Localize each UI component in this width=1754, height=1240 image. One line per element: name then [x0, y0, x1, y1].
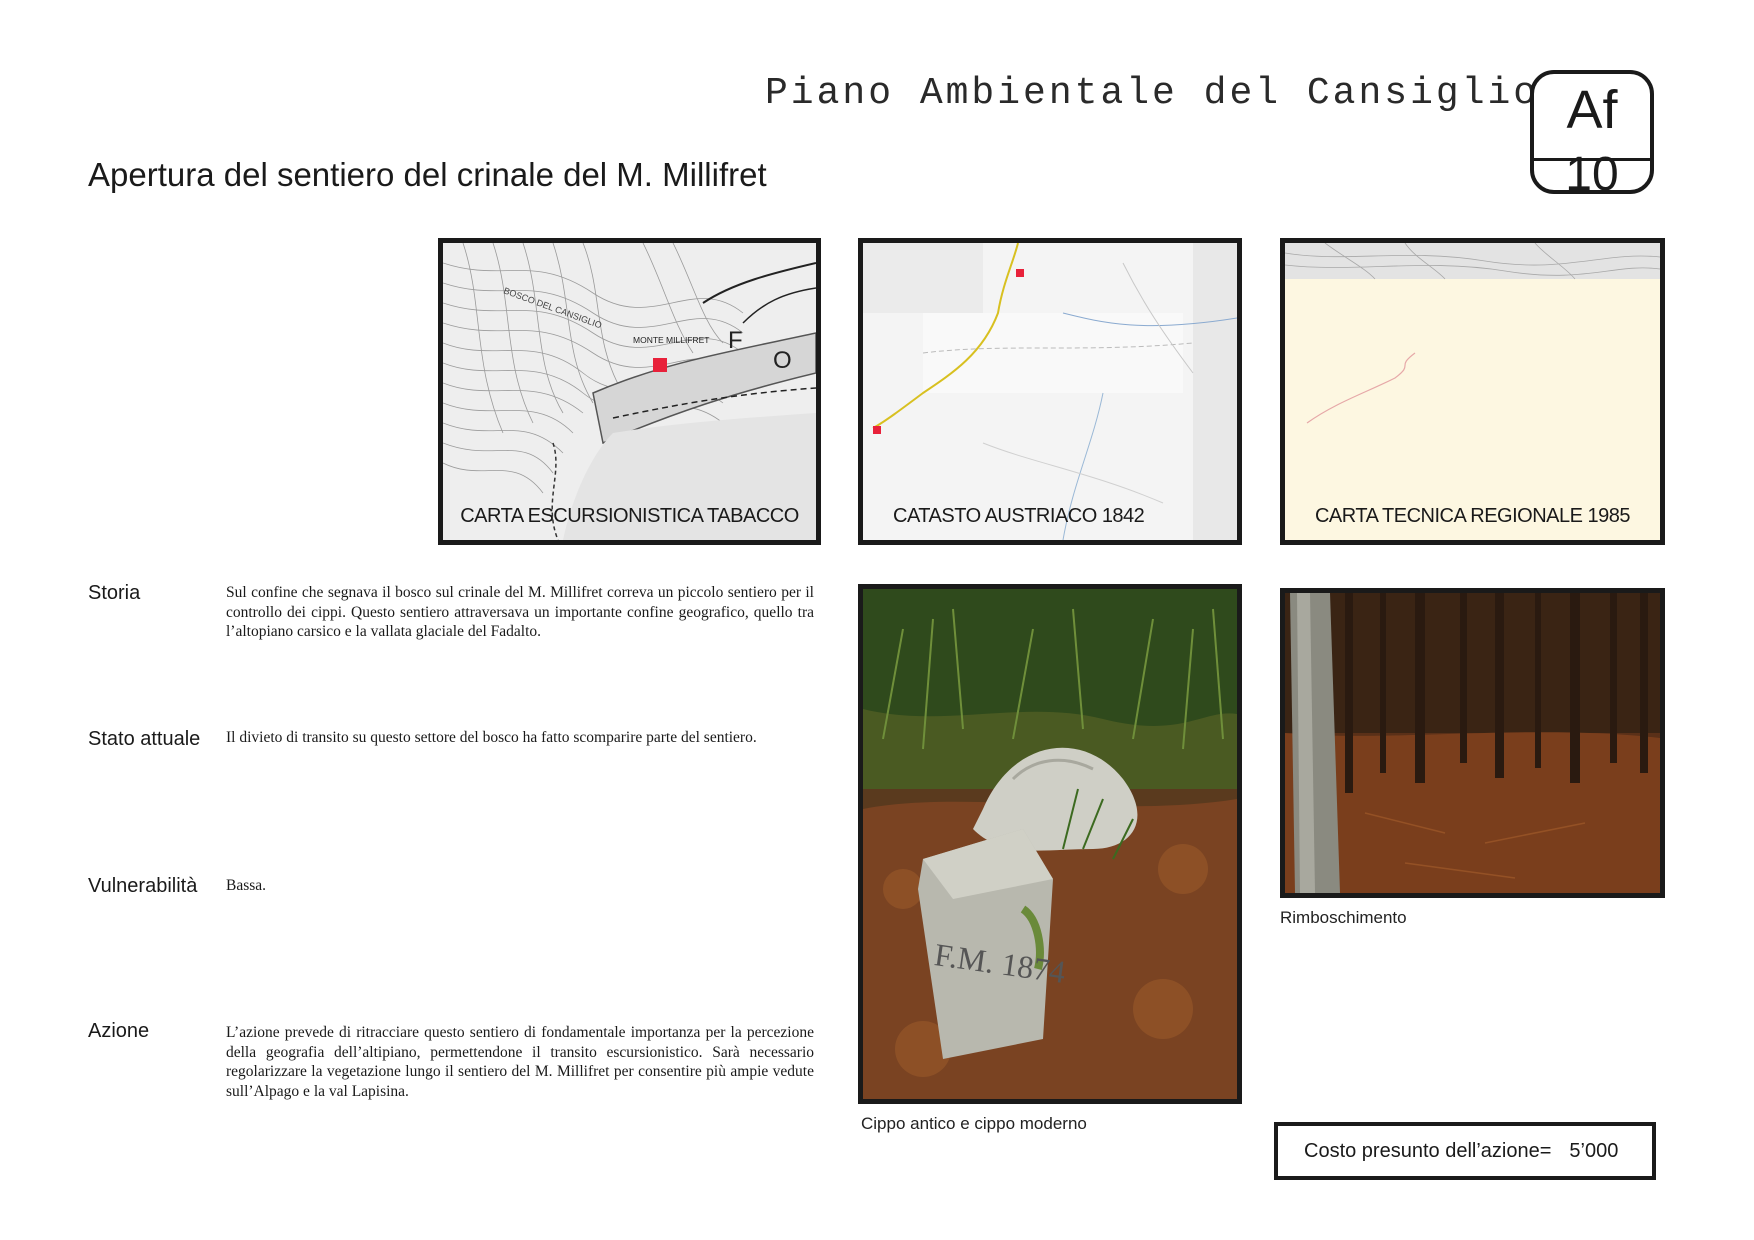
sheet-code-badge [1530, 70, 1654, 201]
sheet-code-letters: Af [1566, 80, 1618, 140]
section-azione-text: L’azione prevede di ritracciare questo sentiero di fondamentale importanza per la percezione della geografia dell’altipiano, permettendone il transito escursionistico. Sarà necessario regolarizzare la vegetazione lungo il sentiero del M. Millifret per consentire più ampie vedute sull’Alpago e la val Lapisina. [226, 1024, 814, 1100]
map-tabacco-panel [438, 238, 821, 545]
map-catasto-caption: CATASTO AUSTRIACO 1842 [893, 505, 1145, 527]
sheet-code-number: 10 [1565, 148, 1619, 201]
photo-reforestation-panel [1280, 588, 1665, 898]
photo-reforestation-caption: Rimboschimento [1280, 908, 1407, 927]
svg-text:BOSCO DEL CANSIGLIO: BOSCO DEL CANSIGLIO [502, 285, 604, 331]
map-ctr-caption: CARTA TECNICA REGIONALE 1985 [1314, 505, 1630, 527]
cost-value: 5’000 [1569, 1139, 1619, 1162]
section-storia-text: Sul confine che segnava il bosco sul crinale del M. Millifret correva un piccolo sentiero per il controllo dei cippi. Questo sentiero attraversava un importante confine geografico, quello tra l’altopiano carsico e la vallata glaciale del Fadalto. [226, 584, 814, 640]
map-catasto-image [863, 243, 1237, 540]
photo-boundary-stones-caption: Cippo antico e cippo moderno [861, 1114, 1087, 1133]
cost-box [1274, 1122, 1656, 1180]
photo-boundary-stones-image [863, 589, 1237, 1099]
photo-boundary-stones-panel [858, 584, 1242, 1104]
cost-label: Costo presunto dell’azione= [1304, 1139, 1552, 1162]
section-azione-label: Azione [88, 1020, 150, 1042]
section-stato-attuale-label: Stato attuale [88, 728, 201, 750]
section-vulnerabilita-label: Vulnerabilità [88, 875, 198, 897]
page-title: Apertura del sentiero del crinale del M. Millifret [88, 156, 767, 193]
svg-text:O: O [773, 347, 792, 374]
svg-text:MONTE MILLIFRET: MONTE MILLIFRET [633, 335, 710, 345]
section-storia-label: Storia [88, 582, 141, 604]
document-header-title: Piano Ambientale del Cansiglio [765, 72, 1540, 115]
svg-text:F: F [728, 327, 743, 354]
map-ctr-image [1285, 243, 1660, 540]
section-stato-attuale-text: Il divieto di transito su questo settore del bosco ha fatto scomparire parte del sentiero. [226, 729, 757, 746]
section-vulnerabilita-text: Bassa. [226, 877, 267, 894]
svg-text:F.M. 1874: F.M. 1874 [932, 936, 1068, 991]
map-catasto-panel [858, 238, 1242, 545]
photo-reforestation-image [1285, 593, 1660, 893]
map-tabacco-caption: CARTA ESCURSIONISTICA TABACCO [460, 505, 799, 527]
map-tabacco-image [443, 243, 816, 540]
map-ctr-panel [1280, 238, 1665, 545]
